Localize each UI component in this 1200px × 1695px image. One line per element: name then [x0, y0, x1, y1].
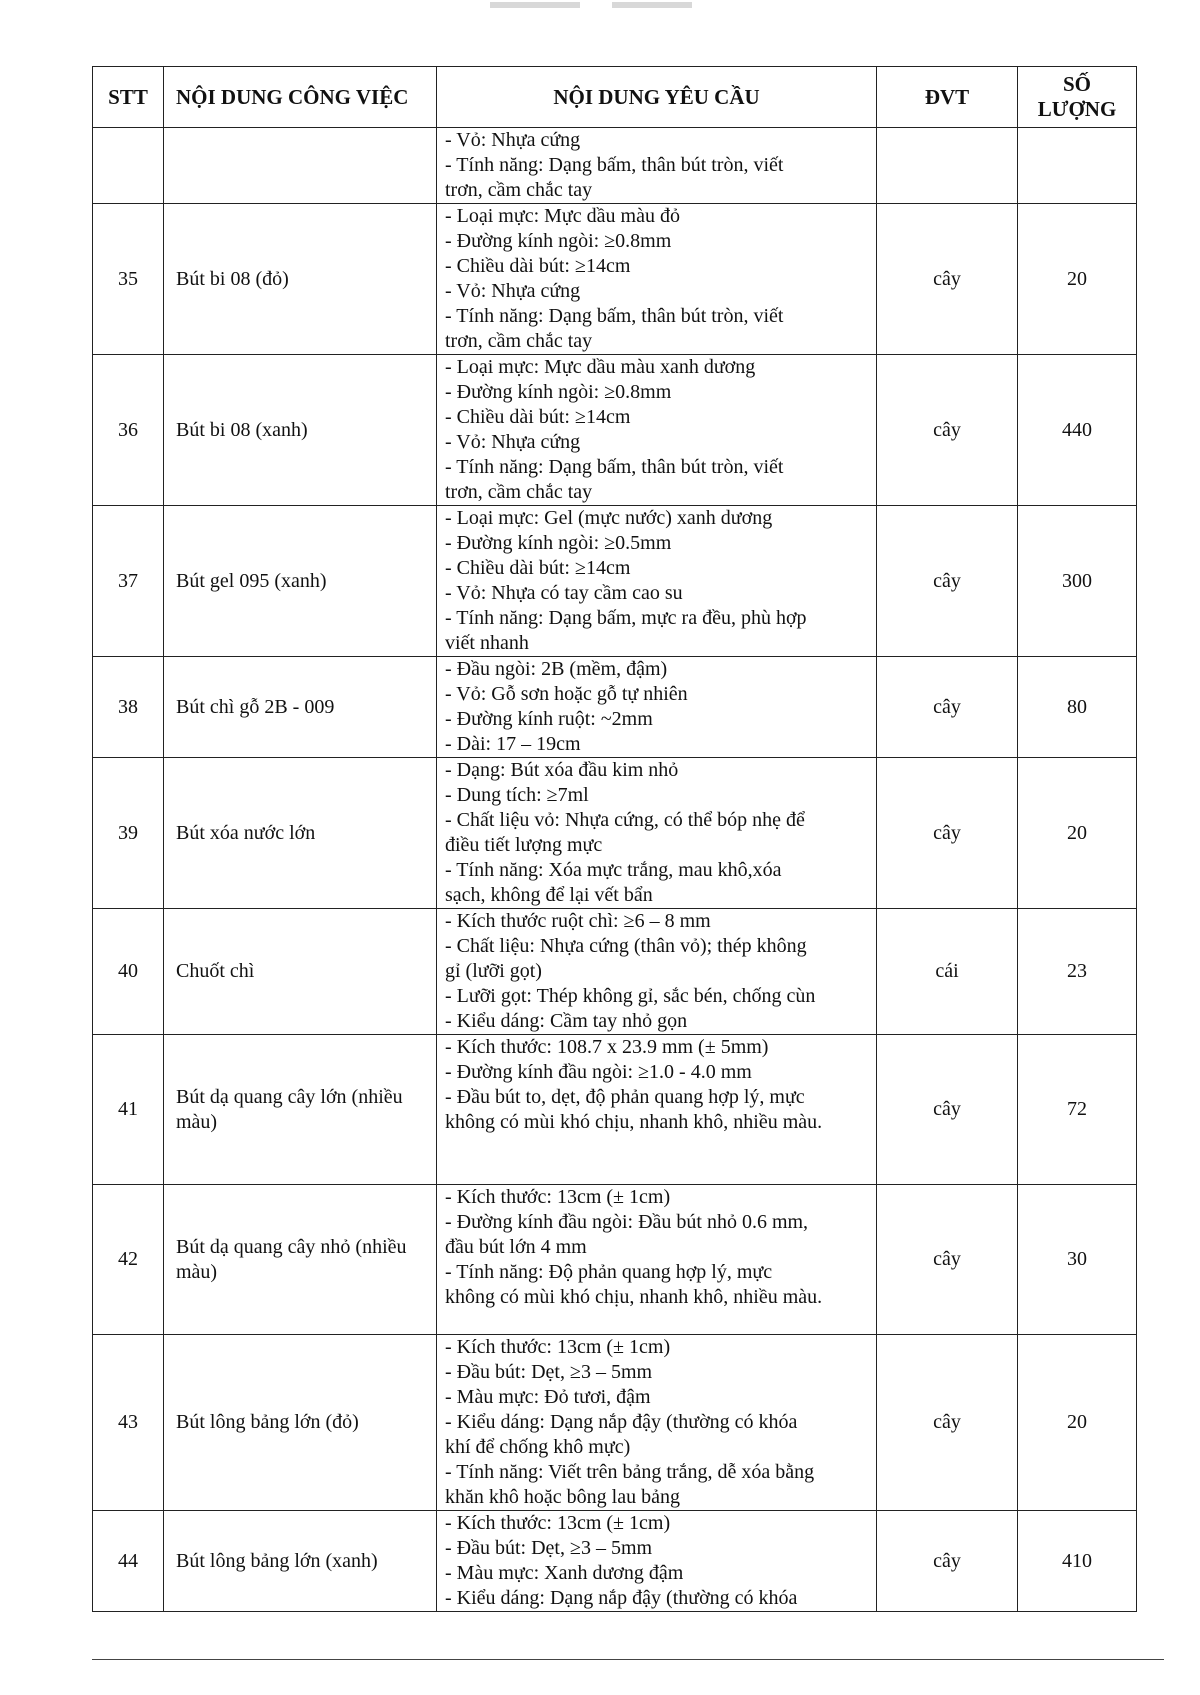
row-stt: [93, 128, 164, 204]
requirement-line: - Chiều dài bút: ≥14cm: [445, 557, 631, 579]
row-item-name: Bút xóa nước lớn: [164, 758, 437, 909]
row-unit: cái: [877, 909, 1018, 1035]
row-requirements: [437, 204, 877, 355]
table-row: [93, 128, 1137, 204]
table-row: [93, 506, 1137, 657]
row-requirements: [437, 506, 877, 657]
requirement-line: - Loại mực: Mực dầu màu xanh dương: [445, 356, 756, 378]
row-requirements: [437, 128, 877, 204]
requirement-line: viết nhanh: [445, 632, 529, 654]
row-stt: 42: [93, 1185, 164, 1335]
requirement-line: trơn, cầm chắc tay: [445, 179, 593, 201]
row-item-name: Bút dạ quang cây lớn (nhiều màu): [164, 1035, 437, 1185]
row-item-name: Bút chì gỗ 2B - 009: [164, 657, 437, 758]
requirement-line: - Kiểu dáng: Dạng nắp đậy (thường có khóa: [445, 1411, 798, 1433]
header-content: NỘI DUNG CÔNG VIỆC: [164, 67, 437, 128]
row-item-name: Bút bi 08 (đỏ): [164, 204, 437, 355]
row-item-name: [164, 128, 437, 204]
requirement-line: - Tính năng: Dạng bấm, thân bút tròn, viết: [445, 154, 784, 176]
requirement-line: - Vỏ: Nhựa cứng: [445, 280, 581, 302]
requirement-line: sạch, không để lại vết bẩn: [445, 884, 653, 906]
requirement-line: - Kích thước: 13cm (± 1cm): [445, 1336, 671, 1358]
requirement-line: - Đường kính ngòi: ≥0.8mm: [445, 381, 672, 403]
requirement-line: - Tính năng: Dạng bấm, thân bút tròn, viết: [445, 305, 784, 327]
requirement-line: trơn, cầm chắc tay: [445, 481, 593, 503]
row-quantity: 30: [1018, 1185, 1137, 1335]
requirement-line: - Loại mực: Mực dầu màu đỏ: [445, 205, 680, 227]
row-unit: [877, 128, 1018, 204]
row-stt: 37: [93, 506, 164, 657]
requirement-line: - Tính năng: Xóa mực trắng, mau khô,xóa: [445, 859, 782, 881]
row-item-name: Bút bi 08 (xanh): [164, 355, 437, 506]
row-requirements: [437, 909, 877, 1035]
requirement-line: - Màu mực: Đỏ tươi, đậm: [445, 1386, 651, 1408]
requirement-line: - Kích thước: 13cm (± 1cm): [445, 1512, 671, 1534]
requirement-line: - Dung tích: ≥7ml: [445, 784, 589, 806]
requirement-line: - Chất liệu: Nhựa cứng (thân vỏ); thép không: [445, 935, 807, 957]
row-unit: cây: [877, 355, 1018, 506]
requirement-line: - Kiểu dáng: Cầm tay nhỏ gọn: [445, 1010, 688, 1032]
table-row: [93, 1335, 1137, 1511]
requirement-line: gỉ (lưỡi gọt): [445, 960, 542, 982]
row-stt: 36: [93, 355, 164, 506]
requirement-line: - Tính năng: Dạng bấm, thân bút tròn, viết: [445, 456, 784, 478]
requirement-line: - Đầu bút to, dẹt, độ phản quang hợp lý, mực: [445, 1086, 805, 1108]
requirement-line: - Tính năng: Viết trên bảng trắng, dễ xóa bằng: [445, 1461, 815, 1483]
requirement-line: - Tính năng: Độ phản quang hợp lý, mực: [445, 1261, 773, 1283]
header-stt: STT: [93, 67, 164, 128]
row-quantity: 23: [1018, 909, 1137, 1035]
requirement-line: - Vỏ: Nhựa cứng: [445, 431, 581, 453]
row-requirements: [437, 1185, 877, 1335]
row-requirements: [437, 758, 877, 909]
table-row: [93, 1511, 1137, 1612]
requirement-line: khăn khô hoặc bông lau bảng: [445, 1486, 680, 1508]
page-bottom-rule: [92, 1659, 1164, 1660]
row-item-name: Bút gel 095 (xanh): [164, 506, 437, 657]
table-row: [93, 1035, 1137, 1185]
requirement-line: - Đường kính ngòi: ≥0.5mm: [445, 532, 672, 554]
row-item-name: Bút dạ quang cây nhỏ (nhiều màu): [164, 1185, 437, 1335]
row-stt: 44: [93, 1511, 164, 1612]
requirement-line: - Chất liệu vỏ: Nhựa cứng, có thể bóp nhẹ để: [445, 809, 805, 831]
specification-table: [92, 66, 1137, 1612]
header-quantity-text: SỐ LƯỢNG: [1037, 72, 1117, 121]
table-row: [93, 909, 1137, 1035]
requirement-line: - Chiều dài bút: ≥14cm: [445, 255, 631, 277]
row-stt: 40: [93, 909, 164, 1035]
requirement-line: - Kích thước: 108.7 x 23.9 mm (± 5mm): [445, 1036, 769, 1058]
row-requirements: [437, 1035, 877, 1185]
header-quantity: [1018, 67, 1137, 128]
row-unit: cây: [877, 1511, 1018, 1612]
row-unit: cây: [877, 1185, 1018, 1335]
table-row: [93, 204, 1137, 355]
table-row: [93, 1185, 1137, 1335]
requirement-line: - Đầu ngòi: 2B (mềm, đậm): [445, 658, 668, 680]
requirement-line: - Tính năng: Dạng bấm, mực ra đều, phù hợp: [445, 607, 807, 629]
row-item-name: Bút lông bảng lớn (đỏ): [164, 1335, 437, 1511]
row-quantity: 300: [1018, 506, 1137, 657]
row-quantity: 440: [1018, 355, 1137, 506]
row-quantity: 20: [1018, 1335, 1137, 1511]
requirement-line: - Đường kính đầu ngòi: ≥1.0 - 4.0 mm: [445, 1061, 752, 1083]
requirement-line: trơn, cầm chắc tay: [445, 330, 593, 352]
requirement-line: khí để chống khô mực): [445, 1436, 631, 1458]
requirement-line: - Dạng: Bút xóa đầu kim nhỏ: [445, 759, 679, 781]
row-unit: cây: [877, 506, 1018, 657]
scan-artifact: [612, 2, 692, 8]
row-quantity: [1018, 128, 1137, 204]
requirement-line: không có mùi khó chịu, nhanh khô, nhiều màu.: [445, 1286, 823, 1308]
requirement-line: - Kiểu dáng: Dạng nắp đậy (thường có khóa: [445, 1587, 798, 1609]
requirement-line: - Màu mực: Xanh dương đậm: [445, 1562, 684, 1584]
scan-artifact: [490, 2, 580, 8]
row-quantity: 72: [1018, 1035, 1137, 1185]
header-unit: ĐVT: [877, 67, 1018, 128]
row-stt: 35: [93, 204, 164, 355]
row-unit: cây: [877, 758, 1018, 909]
row-unit: cây: [877, 657, 1018, 758]
requirement-line: - Kích thước ruột chì: ≥6 – 8 mm: [445, 910, 711, 932]
row-quantity: 80: [1018, 657, 1137, 758]
row-item-name: Chuốt chì: [164, 909, 437, 1035]
row-stt: 38: [93, 657, 164, 758]
row-stt: 43: [93, 1335, 164, 1511]
row-requirements: [437, 1511, 877, 1612]
table-row: [93, 355, 1137, 506]
requirement-line: - Kích thước: 13cm (± 1cm): [445, 1186, 671, 1208]
requirement-line: - Vỏ: Nhựa cứng: [445, 129, 581, 151]
table-header-row: [93, 67, 1137, 128]
requirement-line: - Dài: 17 – 19cm: [445, 733, 581, 755]
row-unit: cây: [877, 1035, 1018, 1185]
row-quantity: 20: [1018, 758, 1137, 909]
row-stt: 39: [93, 758, 164, 909]
document-page: [92, 66, 1136, 1612]
requirement-line: - Chiều dài bút: ≥14cm: [445, 406, 631, 428]
requirement-line: đầu bút lớn 4 mm: [445, 1236, 587, 1258]
row-item-name: Bút lông bảng lớn (xanh): [164, 1511, 437, 1612]
requirement-line: không có mùi khó chịu, nhanh khô, nhiều màu.: [445, 1111, 823, 1133]
row-unit: cây: [877, 204, 1018, 355]
requirement-line: - Loại mực: Gel (mực nước) xanh dương: [445, 507, 773, 529]
row-requirements: [437, 1335, 877, 1511]
header-requirements: NỘI DUNG YÊU CẦU: [437, 67, 877, 128]
requirement-line: - Đường kính đầu ngòi: Đầu bút nhỏ 0.6 mm,: [445, 1211, 809, 1233]
row-stt: 41: [93, 1035, 164, 1185]
table-row: [93, 657, 1137, 758]
table-row: [93, 758, 1137, 909]
requirement-line: - Vỏ: Gỗ sơn hoặc gỗ tự nhiên: [445, 683, 688, 705]
requirement-line: - Đường kính ngòi: ≥0.8mm: [445, 230, 672, 252]
row-quantity: 20: [1018, 204, 1137, 355]
requirement-line: - Đường kính ruột: ~2mm: [445, 708, 653, 730]
requirement-line: - Đầu bút: Dẹt, ≥3 – 5mm: [445, 1537, 653, 1559]
requirement-line: - Đầu bút: Dẹt, ≥3 – 5mm: [445, 1361, 653, 1383]
row-requirements: [437, 355, 877, 506]
requirement-line: điều tiết lượng mực: [445, 834, 603, 856]
requirement-line: - Vỏ: Nhựa có tay cầm cao su: [445, 582, 683, 604]
row-requirements: [437, 657, 877, 758]
row-quantity: 410: [1018, 1511, 1137, 1612]
row-unit: cây: [877, 1335, 1018, 1511]
requirement-line: - Lưỡi gọt: Thép không gỉ, sắc bén, chống cùn: [445, 985, 816, 1007]
